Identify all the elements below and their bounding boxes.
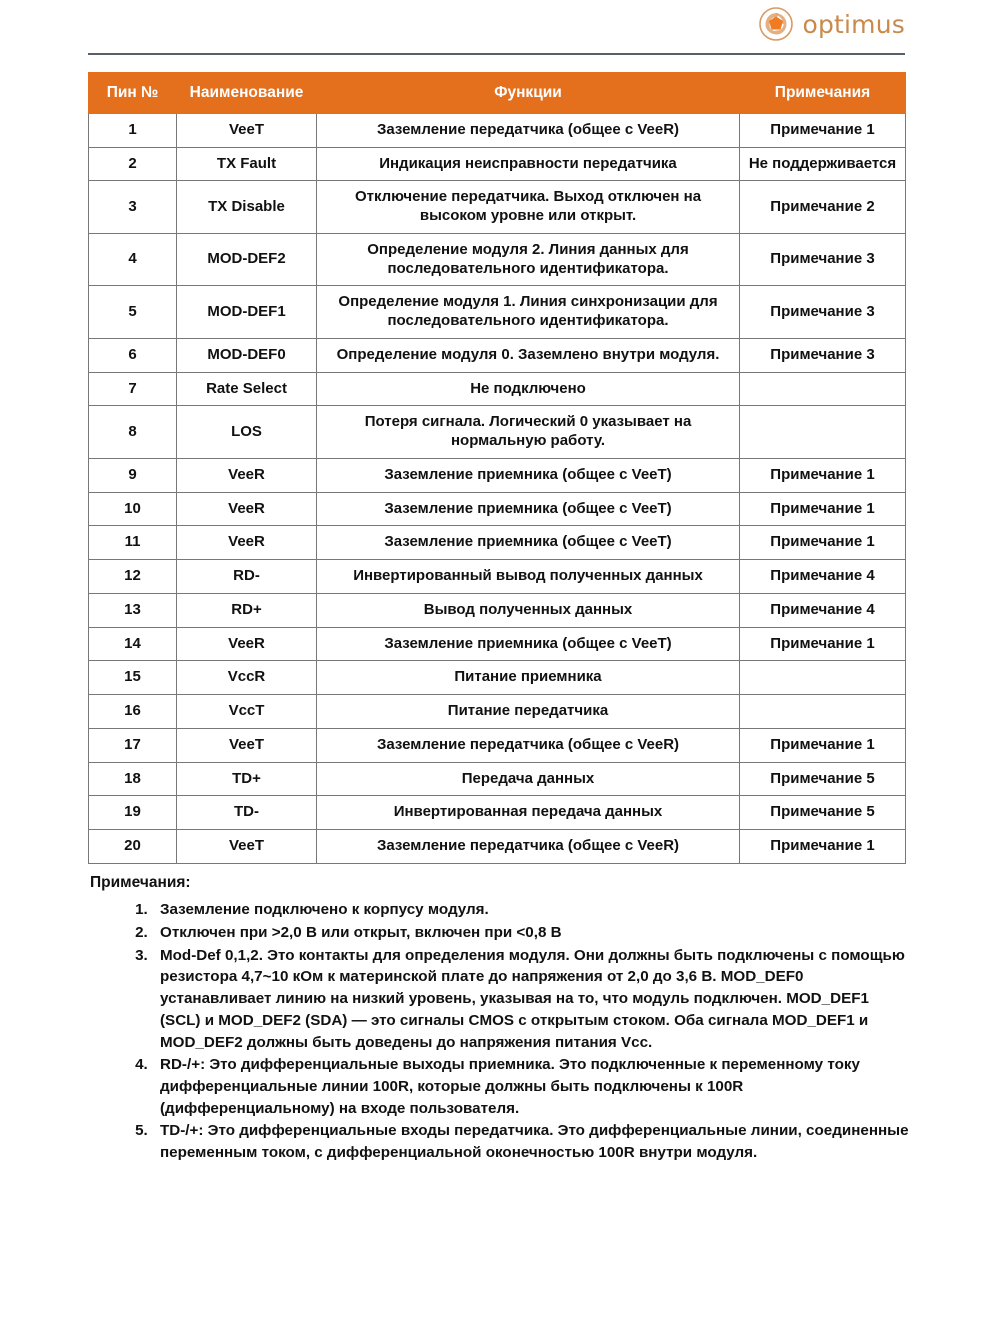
header-divider [88,53,905,55]
cell-name: VccR [177,661,317,695]
cell-function: Определение модуля 0. Заземлено внутри модуля. [317,338,740,372]
cell-note: Примечание 1 [740,113,906,147]
table-row [89,593,906,627]
cell-pin: 13 [89,593,177,627]
cell-name: TD+ [177,762,317,796]
cell-pin: 11 [89,526,177,560]
cell-name: VccT [177,695,317,729]
table-row [89,113,906,147]
column-header-function: Функции [317,73,740,114]
cell-note: Примечание 2 [740,181,906,234]
cell-note: Примечание 3 [740,233,906,286]
cell-name: VeeR [177,492,317,526]
cell-function: Передача данных [317,762,740,796]
cell-name: MOD-DEF2 [177,233,317,286]
table-row [89,181,906,234]
cell-name: VeeT [177,113,317,147]
cell-pin: 20 [89,830,177,864]
cell-function: Заземление передатчика (общее с VeeR) [317,113,740,147]
table-row [89,695,906,729]
notes-title: Примечания: [90,874,191,891]
note-item: 2. Отключен при >2,0 В или открыт, включен при <0,8 В [152,922,910,944]
cell-pin: 6 [89,338,177,372]
cell-function: Питание передатчика [317,695,740,729]
table-row [89,147,906,181]
cell-pin: 1 [89,113,177,147]
cell-note: Примечание 5 [740,762,906,796]
cell-pin: 18 [89,762,177,796]
cell-function: Заземление приемника (общее с VeeT) [317,492,740,526]
cell-note: Не поддерживается [740,147,906,181]
cell-note [740,372,906,406]
optimus-iris-logo-icon [758,6,794,42]
table-row [89,286,906,339]
cell-pin: 7 [89,372,177,406]
cell-function: Индикация неисправности передатчика [317,147,740,181]
cell-pin: 4 [89,233,177,286]
note-item: 3. Mod-Def 0,1,2. Это контакты для определения модуля. Они должны быть подключены с помощью резистора 4,7~10 кОм к материнской плате до напряжения от 2,0 до 3,6 В. MOD_DEF0 устанавливает линию на низкий уровень, указывая на то, что модуль подключен. MOD_DEF1 (SCL) и MOD_DEF2 (SDA) — это сигналы CMOS с открытым стоком. Оба сигнала MOD_DEF1 и MOD_DEF2 должны быть доведены до напряжения питания Vcc. [152,945,910,1054]
pin-assignment-table [88,72,906,864]
cell-pin: 3 [89,181,177,234]
cell-pin: 10 [89,492,177,526]
cell-note: Примечание 1 [740,458,906,492]
cell-note: Примечание 1 [740,830,906,864]
cell-pin: 14 [89,627,177,661]
cell-pin: 17 [89,728,177,762]
cell-function: Заземление приемника (общее с VeeT) [317,458,740,492]
cell-note: Примечание 4 [740,593,906,627]
cell-name: LOS [177,406,317,459]
brand-name: optimus [802,9,905,39]
cell-function: Определение модуля 1. Линия синхронизации для последовательного идентификатора. [317,286,740,339]
cell-note: Примечание 5 [740,796,906,830]
cell-function: Инвертированная передача данных [317,796,740,830]
brand-logo [758,6,905,42]
cell-name: VeeR [177,526,317,560]
cell-note: Примечание 4 [740,560,906,594]
cell-note: Примечание 1 [740,492,906,526]
cell-pin: 19 [89,796,177,830]
cell-name: MOD-DEF1 [177,286,317,339]
table-header-row [89,73,906,114]
cell-pin: 16 [89,695,177,729]
cell-name: VeeR [177,458,317,492]
cell-function: Заземление приемника (общее с VeeT) [317,526,740,560]
cell-pin: 15 [89,661,177,695]
notes-list [90,899,910,1164]
notes-section [90,873,910,1165]
cell-name: VeeR [177,627,317,661]
cell-note: Примечание 3 [740,338,906,372]
cell-note [740,406,906,459]
table-row [89,233,906,286]
cell-note: Примечание 1 [740,728,906,762]
note-item: 1. Заземление подключено к корпусу модуля. [152,899,910,921]
cell-note: Примечание 1 [740,526,906,560]
table-row [89,796,906,830]
cell-name: RD- [177,560,317,594]
cell-function: Питание приемника [317,661,740,695]
cell-function: Отключение передатчика. Выход отключен на высоком уровне или открыт. [317,181,740,234]
cell-note [740,695,906,729]
cell-function: Заземление передатчика (общее с VeeR) [317,830,740,864]
column-header-note: Примечания [740,73,906,114]
table-body [89,113,906,863]
cell-pin: 2 [89,147,177,181]
cell-name: TX Disable [177,181,317,234]
cell-function: Вывод полученных данных [317,593,740,627]
table-head [89,73,906,114]
cell-pin: 5 [89,286,177,339]
table-row [89,458,906,492]
table-row [89,728,906,762]
table-row [89,338,906,372]
cell-pin: 9 [89,458,177,492]
table-row [89,627,906,661]
table-row [89,661,906,695]
column-header-pin: Пин № [89,73,177,114]
table-row [89,492,906,526]
column-header-name: Наименование [177,73,317,114]
cell-function: Заземление приемника (общее с VeeT) [317,627,740,661]
table-row [89,762,906,796]
cell-name: Rate Select [177,372,317,406]
cell-name: TX Fault [177,147,317,181]
cell-note: Примечание 3 [740,286,906,339]
cell-function: Заземление передатчика (общее с VeeR) [317,728,740,762]
table-row [89,830,906,864]
cell-function: Инвертированный вывод полученных данных [317,560,740,594]
cell-name: VeeT [177,830,317,864]
cell-name: VeeT [177,728,317,762]
table-row [89,560,906,594]
cell-pin: 12 [89,560,177,594]
cell-function: Определение модуля 2. Линия данных для последовательного идентификатора. [317,233,740,286]
pin-table-container [88,72,905,864]
cell-function: Не подключено [317,372,740,406]
cell-name: TD- [177,796,317,830]
cell-name: RD+ [177,593,317,627]
table-row [89,526,906,560]
cell-note: Примечание 1 [740,627,906,661]
cell-pin: 8 [89,406,177,459]
table-row [89,372,906,406]
note-item: 4. RD-/+: Это дифференциальные выходы приемника. Это подключенные к переменному току дифференциальные линии 100R, которые должны быть подключены к 100R (дифференциальному) на входе пользователя. [152,1054,910,1119]
cell-function: Потеря сигнала. Логический 0 указывает на нормальную работу. [317,406,740,459]
note-item: 5. TD-/+: Это дифференциальные входы передатчика. Это дифференциальные линии, соединенные переменным током, с дифференциальной оконечностью 100R внутри модуля. [152,1120,910,1163]
page-header [0,0,1000,54]
cell-name: MOD-DEF0 [177,338,317,372]
cell-note [740,661,906,695]
table-row [89,406,906,459]
